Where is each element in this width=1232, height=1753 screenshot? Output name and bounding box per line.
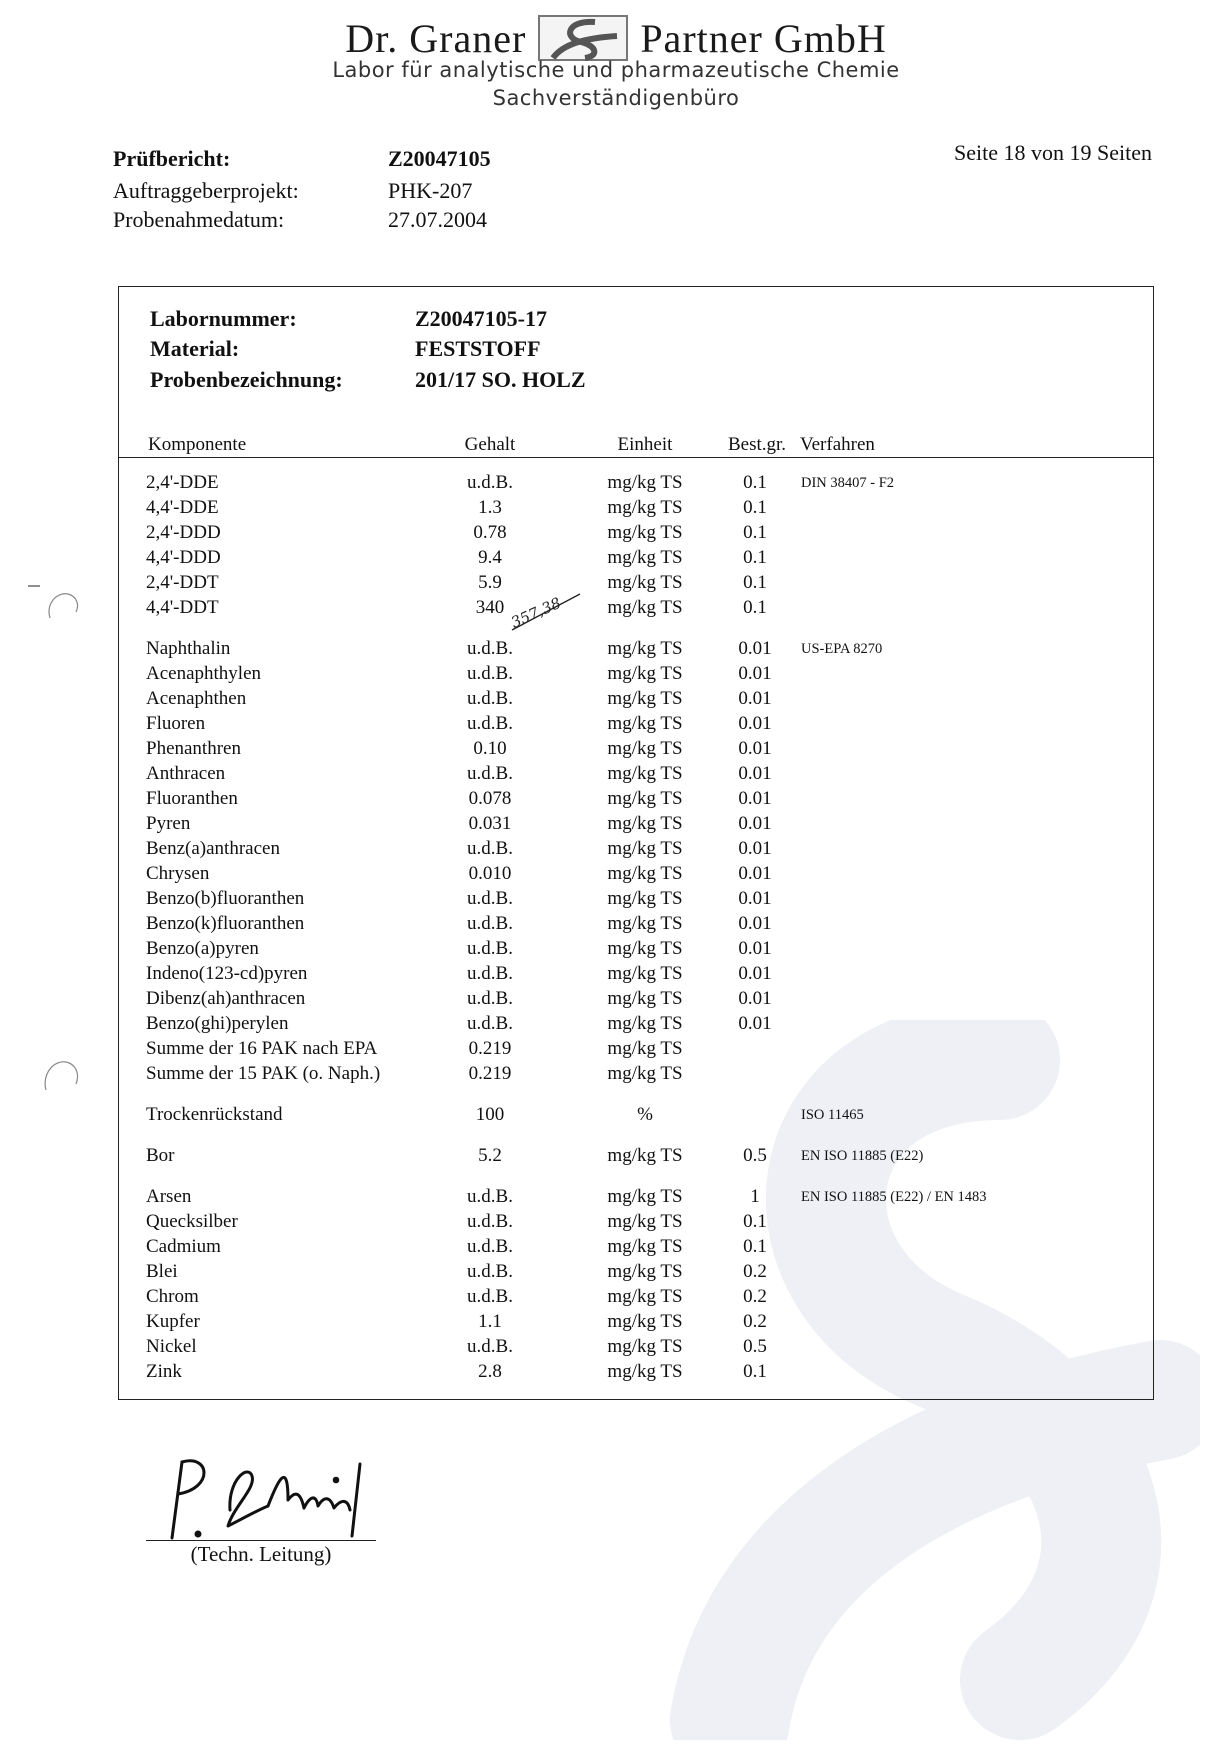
component-bestgr: 0.01 xyxy=(738,938,772,959)
component-method: DIN 38407 - F2 xyxy=(801,475,895,491)
component-name: Chrysen xyxy=(146,863,210,884)
component-name: Pyren xyxy=(146,813,191,834)
component-unit: mg/kg TS xyxy=(607,472,683,493)
component-value: u.d.B. xyxy=(467,472,513,493)
component-bestgr: 1 xyxy=(750,1186,760,1207)
component-unit: mg/kg TS xyxy=(607,888,683,909)
component-bestgr: 0.01 xyxy=(738,738,772,759)
component-value: 9.4 xyxy=(478,547,502,568)
component-name: Nickel xyxy=(146,1336,197,1357)
component-value: 5.2 xyxy=(478,1145,502,1166)
projekt-value: PHK-207 xyxy=(388,178,473,203)
component-name: Summe der 16 PAK nach EPA xyxy=(146,1038,378,1059)
component-unit: mg/kg TS xyxy=(607,738,683,759)
component-name: Fluoren xyxy=(146,713,206,734)
component-value: u.d.B. xyxy=(467,888,513,909)
component-name: 2,4'-DDE xyxy=(146,472,219,493)
component-unit: mg/kg TS xyxy=(607,1013,683,1034)
component-value: 340 xyxy=(475,597,505,618)
material-label: Material: xyxy=(150,336,240,361)
component-bestgr: 0.01 xyxy=(738,913,772,934)
header-einheit: Einheit xyxy=(617,434,673,455)
component-unit: mg/kg TS xyxy=(607,663,683,684)
component-name: Fluoranthen xyxy=(146,788,238,809)
company-subtitle-1: Labor für analytische und pharmazeutische Chemie xyxy=(332,58,900,82)
component-bestgr: 0.2 xyxy=(743,1261,767,1282)
labornummer-label: Labornummer: xyxy=(150,306,297,331)
component-unit: mg/kg TS xyxy=(607,938,683,959)
component-value: u.d.B. xyxy=(467,638,513,659)
component-bestgr: 0.01 xyxy=(738,688,772,709)
header-verfahren: Verfahren xyxy=(800,434,875,455)
component-name: Benzo(a)pyren xyxy=(146,938,259,959)
component-name: Benzo(ghi)perylen xyxy=(146,1013,289,1034)
component-value: u.d.B. xyxy=(467,1211,513,1232)
company-name-right: Partner GmbH xyxy=(640,16,887,61)
component-bestgr: 0.1 xyxy=(743,472,767,493)
component-bestgr: 0.01 xyxy=(738,888,772,909)
component-value: u.d.B. xyxy=(467,1186,513,1207)
component-value: 0.78 xyxy=(473,522,507,543)
component-value: u.d.B. xyxy=(467,1336,513,1357)
component-bestgr: 0.5 xyxy=(743,1145,767,1166)
component-unit: mg/kg TS xyxy=(607,788,683,809)
component-name: 4,4'-DDE xyxy=(146,497,219,518)
component-bestgr: 0.5 xyxy=(743,1336,767,1357)
company-logo-icon xyxy=(537,14,629,62)
component-bestgr: 0.1 xyxy=(743,522,767,543)
component-value: 0.219 xyxy=(468,1063,512,1084)
component-bestgr: 0.01 xyxy=(738,788,772,809)
component-name: Acenaphthen xyxy=(146,688,247,709)
component-unit: mg/kg TS xyxy=(607,763,683,784)
company-name xyxy=(0,14,1232,62)
component-unit: mg/kg TS xyxy=(607,597,683,618)
component-value: u.d.B. xyxy=(467,838,513,859)
component-bestgr: 0.2 xyxy=(743,1311,767,1332)
material-value: FESTSTOFF xyxy=(415,336,541,361)
component-method: EN ISO 11885 (E22) xyxy=(801,1148,924,1164)
component-value: u.d.B. xyxy=(467,913,513,934)
header-bestgr: Best.gr. xyxy=(727,434,787,455)
pruefbericht-value: Z20047105 xyxy=(388,146,491,171)
labornummer-value: Z20047105-17 xyxy=(415,306,547,331)
component-bestgr: 0.01 xyxy=(738,663,772,684)
component-unit: mg/kg TS xyxy=(607,1186,683,1207)
component-name: Naphthalin xyxy=(146,638,231,659)
component-unit: mg/kg TS xyxy=(607,1261,683,1282)
component-unit: mg/kg TS xyxy=(607,988,683,1009)
component-bestgr: 0.01 xyxy=(738,863,772,884)
component-value: 0.010 xyxy=(468,863,512,884)
punch-mark-bottom xyxy=(28,1050,88,1100)
component-name: Cadmium xyxy=(146,1236,221,1257)
component-value: u.d.B. xyxy=(467,763,513,784)
component-value: 2.8 xyxy=(478,1361,502,1382)
component-name: Benzo(b)fluoranthen xyxy=(146,888,305,909)
pruefbericht-label: Prüfbericht: xyxy=(113,146,231,171)
component-name: Summe der 15 PAK (o. Naph.) xyxy=(146,1063,381,1084)
component-name: Dibenz(ah)anthracen xyxy=(146,988,306,1009)
component-unit: % xyxy=(637,1104,653,1125)
component-name: Blei xyxy=(146,1261,178,1282)
punch-mark-top xyxy=(28,578,88,628)
component-unit: mg/kg TS xyxy=(607,688,683,709)
component-unit: mg/kg TS xyxy=(607,1361,683,1382)
signature-line xyxy=(146,1540,376,1541)
datum-label: Probenahmedatum: xyxy=(113,207,285,232)
component-name: Kupfer xyxy=(146,1311,200,1332)
component-bestgr: 0.1 xyxy=(743,597,767,618)
component-value: 0.078 xyxy=(468,788,512,809)
component-bestgr: 0.1 xyxy=(743,1236,767,1257)
component-bestgr: 0.01 xyxy=(738,963,772,984)
bezeichnung-label: Probenbezeichnung: xyxy=(150,367,343,392)
component-name: Acenaphthylen xyxy=(146,663,262,684)
component-bestgr: 0.01 xyxy=(738,1013,772,1034)
component-unit: mg/kg TS xyxy=(607,497,683,518)
component-name: Phenanthren xyxy=(146,738,241,759)
component-value: u.d.B. xyxy=(467,988,513,1009)
component-unit: mg/kg TS xyxy=(607,713,683,734)
component-unit: mg/kg TS xyxy=(607,572,683,593)
component-name: Indeno(123-cd)pyren xyxy=(146,963,308,984)
component-name: Benzo(k)fluoranthen xyxy=(146,913,305,934)
component-value: u.d.B. xyxy=(467,688,513,709)
page-info: Seite 18 von 19 Seiten xyxy=(954,140,1152,165)
component-bestgr: 0.01 xyxy=(738,638,772,659)
component-bestgr: 0.1 xyxy=(743,547,767,568)
component-value: 5.9 xyxy=(478,572,502,593)
component-bestgr: 0.2 xyxy=(743,1286,767,1307)
header-gehalt: Gehalt xyxy=(464,434,516,455)
component-value: 0.031 xyxy=(468,813,512,834)
component-method: ISO 11465 xyxy=(801,1107,864,1123)
component-unit: mg/kg TS xyxy=(607,547,683,568)
component-unit: mg/kg TS xyxy=(607,963,683,984)
component-bestgr: 0.1 xyxy=(743,572,767,593)
signature xyxy=(148,1440,408,1550)
component-value: u.d.B. xyxy=(467,938,513,959)
component-value: 0.10 xyxy=(473,738,507,759)
component-bestgr: 0.01 xyxy=(738,838,772,859)
component-unit: mg/kg TS xyxy=(607,1311,683,1332)
component-bestgr: 0.1 xyxy=(743,1211,767,1232)
component-name: Quecksilber xyxy=(146,1211,238,1232)
component-name: Trockenrückstand xyxy=(146,1104,283,1125)
component-value: u.d.B. xyxy=(467,963,513,984)
component-name: Benz(a)anthracen xyxy=(146,838,280,859)
component-bestgr: 0.01 xyxy=(738,713,772,734)
component-value: u.d.B. xyxy=(467,663,513,684)
component-name: Bor xyxy=(146,1145,175,1166)
header-rule xyxy=(118,457,1154,458)
component-value: u.d.B. xyxy=(467,1236,513,1257)
component-value: 100 xyxy=(475,1104,505,1125)
component-unit: mg/kg TS xyxy=(607,1063,683,1084)
component-unit: mg/kg TS xyxy=(607,838,683,859)
component-bestgr: 0.01 xyxy=(738,988,772,1009)
component-unit: mg/kg TS xyxy=(607,1211,683,1232)
component-name: Zink xyxy=(146,1361,182,1382)
component-name: Arsen xyxy=(146,1186,192,1207)
component-value: u.d.B. xyxy=(467,713,513,734)
component-unit: mg/kg TS xyxy=(607,1286,683,1307)
handwritten-note: 357,38 xyxy=(508,593,564,632)
component-unit: mg/kg TS xyxy=(607,863,683,884)
datum-value: 27.07.2004 xyxy=(388,207,487,232)
component-unit: mg/kg TS xyxy=(607,1236,683,1257)
component-unit: mg/kg TS xyxy=(607,638,683,659)
component-value: u.d.B. xyxy=(467,1261,513,1282)
component-name: 4,4'-DDT xyxy=(146,597,219,618)
component-bestgr: 0.01 xyxy=(738,763,772,784)
projekt-label: Auftraggeberprojekt: xyxy=(113,178,299,203)
component-method: US-EPA 8270 xyxy=(801,641,883,657)
component-method: EN ISO 11885 (E22) / EN 1483 xyxy=(801,1189,987,1205)
component-bestgr: 0.01 xyxy=(738,813,772,834)
handwritten-annotation xyxy=(508,590,588,634)
component-value: 0.219 xyxy=(468,1038,512,1059)
company-name-left: Dr. Graner xyxy=(345,16,527,61)
component-unit: mg/kg TS xyxy=(607,1336,683,1357)
company-subtitle-2: Sachverständigenbüro xyxy=(492,86,740,110)
bezeichnung-value: 201/17 SO. HOLZ xyxy=(415,367,586,392)
component-name: 2,4'-DDT xyxy=(146,572,219,593)
component-unit: mg/kg TS xyxy=(607,522,683,543)
component-value: 1.1 xyxy=(478,1311,502,1332)
signature-caption: (Techn. Leitung) xyxy=(190,1542,332,1566)
component-value: u.d.B. xyxy=(467,1013,513,1034)
component-unit: mg/kg TS xyxy=(607,1038,683,1059)
component-value: 1.3 xyxy=(478,497,502,518)
component-value: u.d.B. xyxy=(467,1286,513,1307)
header-komponente: Komponente xyxy=(148,434,247,455)
component-name: Chrom xyxy=(146,1286,199,1307)
component-unit: mg/kg TS xyxy=(607,913,683,934)
component-bestgr: 0.1 xyxy=(743,1361,767,1382)
component-name: Anthracen xyxy=(146,763,226,784)
component-unit: mg/kg TS xyxy=(607,813,683,834)
component-name: 2,4'-DDD xyxy=(146,522,221,543)
component-name: 4,4'-DDD xyxy=(146,547,221,568)
component-unit: mg/kg TS xyxy=(607,1145,683,1166)
component-bestgr: 0.1 xyxy=(743,497,767,518)
